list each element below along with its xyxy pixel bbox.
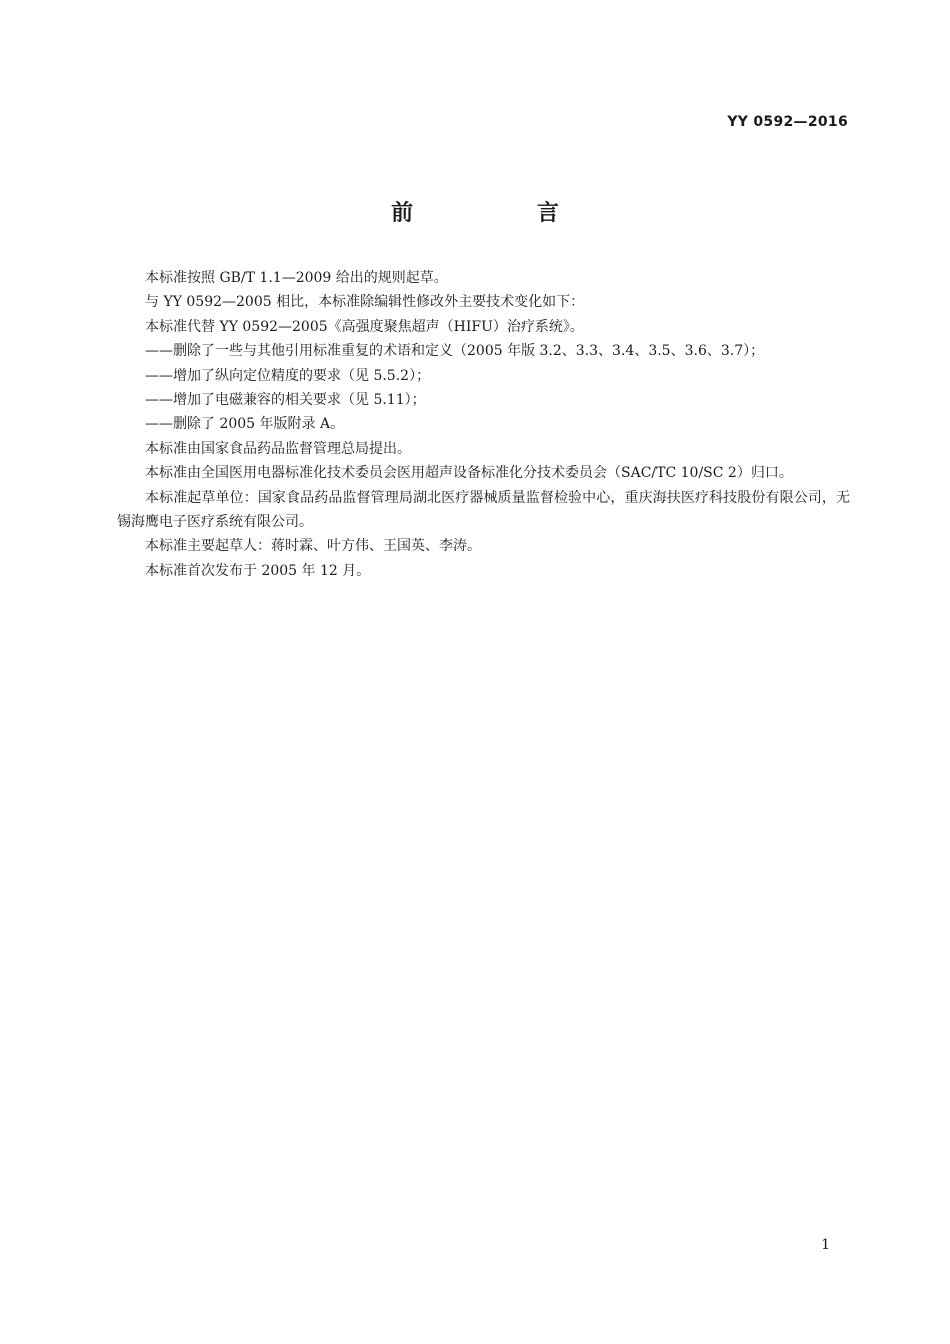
paragraph-drafters: 本标准主要起草人：蒋时霖、叶方伟、王国英、李涛。 [145,538,481,555]
page-number: 1 [821,1237,830,1253]
paragraph-drafting-rules: 本标准按照 GB/T 1.1—2009 给出的规则起草。 [145,270,448,286]
paragraph-replaces: 本标准代替 YY 0592—2005《高强度聚焦超声（HIFU）治疗系统》。 [145,318,584,335]
change-item-emc: ——增加了电磁兼容的相关要求（见 5.11）； [145,392,426,409]
change-item-annex-deleted: ——删除了 2005 年版附录 A。 [145,416,345,433]
paragraph-first-published: 本标准首次发布于 2005 年 12 月。 [145,562,371,579]
foreword-body [117,266,850,583]
change-item-terms-deleted: ——删除了一些与其他引用标准重复的术语和定义（2005 年版 3.2、3.3、3.4、3.5、3.6、3.7）； [145,343,765,360]
standard-number: YY 0592—2016 [727,114,848,130]
change-item-positioning-accuracy: ——增加了纵向定位精度的要求（见 5.5.2）； [145,367,431,384]
page-title: 前 言 [391,201,617,226]
paragraph-drafting-units: 本标准起草单位：国家食品药品监督管理局湖北医疗器械质量监督检验中心，重庆海扶医疗科技股份有限公司，无锡海鹰电子医疗系统有限公司。 [117,489,850,531]
paragraph-proposed-by: 本标准由国家食品药品监督管理总局提出。 [145,440,411,457]
paragraph-changes-intro: 与 YY 0592—2005 相比，本标准除编辑性修改外主要技术变化如下： [145,294,585,311]
paragraph-under-jurisdiction: 本标准由全国医用电器标准化技术委员会医用超声设备标准化分技术委员会（SAC/TC 10/SC 2）归口。 [145,465,793,482]
